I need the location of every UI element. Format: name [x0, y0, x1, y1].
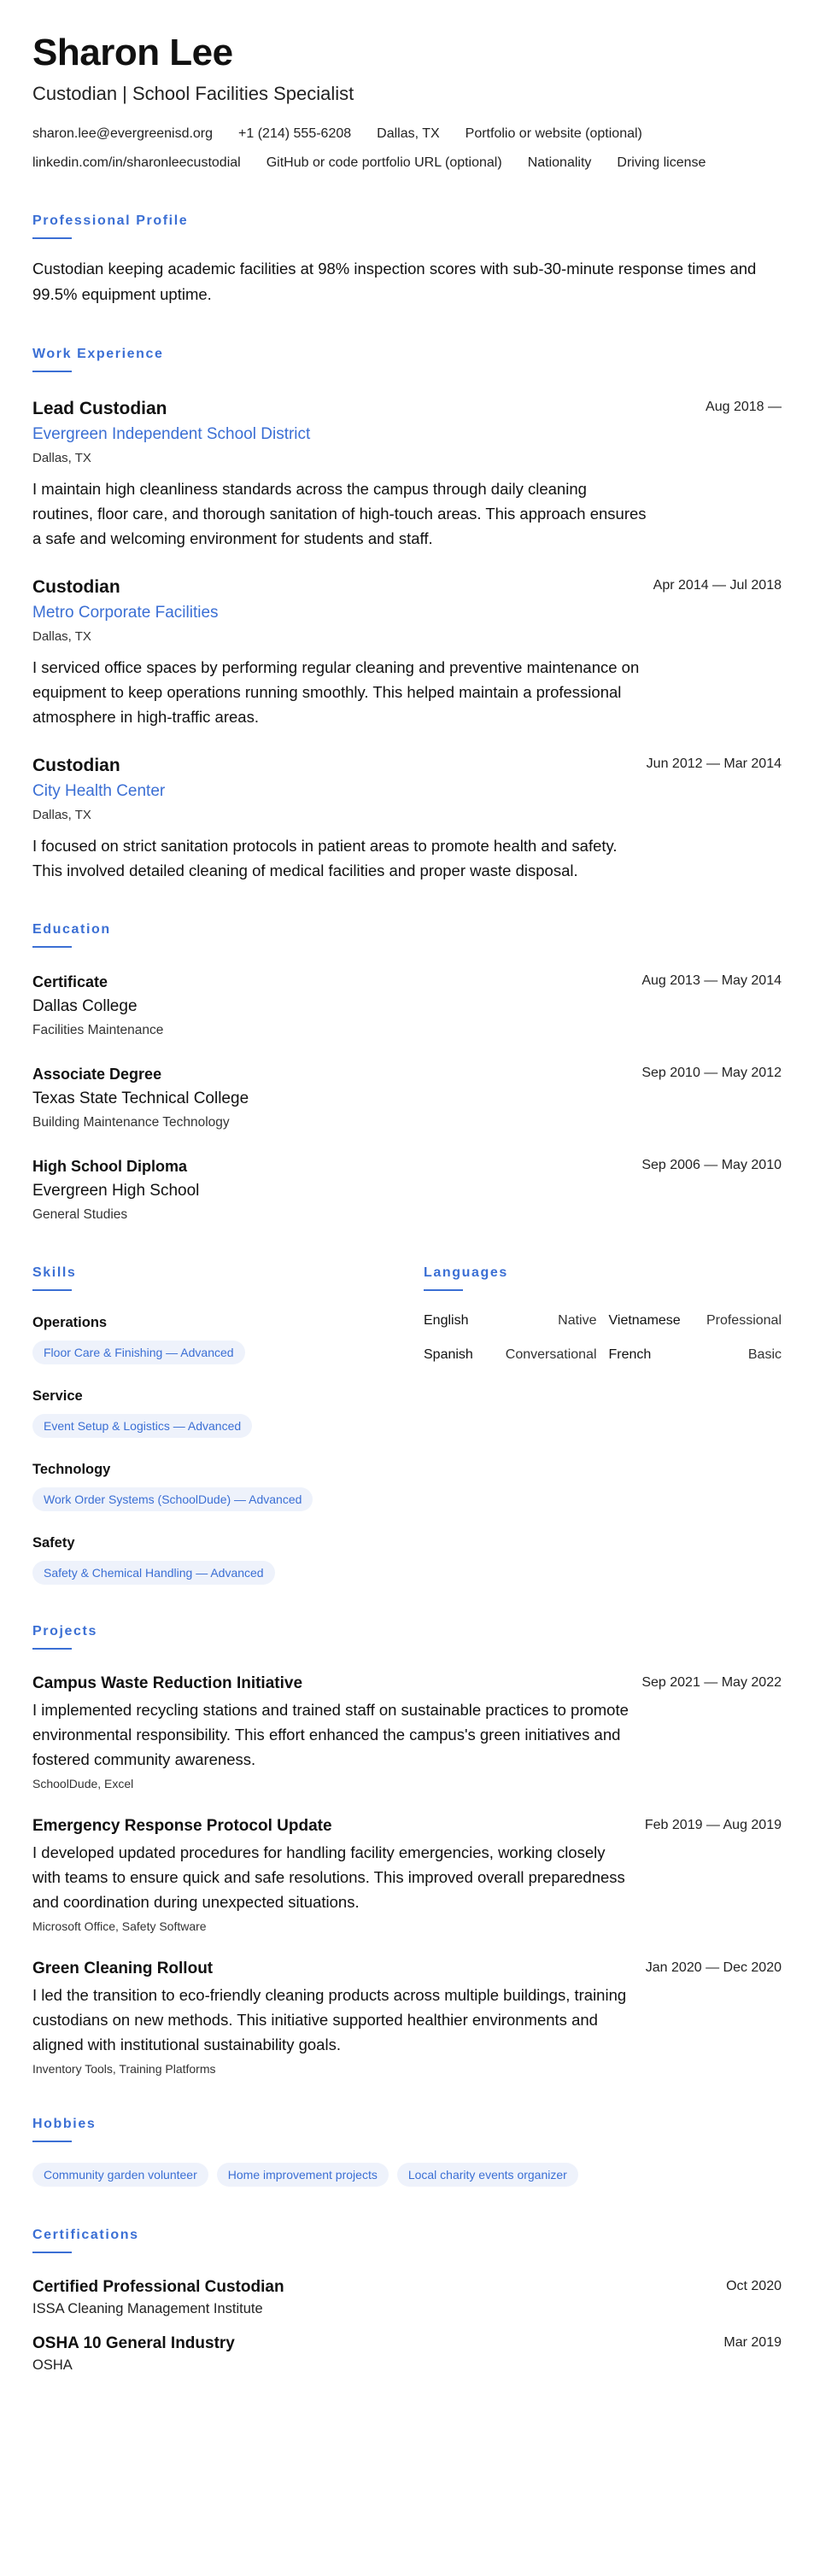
profile-section	[32, 212, 782, 307]
job-dates: Apr 2014 — Jul 2018	[653, 578, 782, 593]
section-title: Hobbies	[32, 2117, 97, 2131]
section-divider	[32, 371, 72, 372]
hobby-chip: Community garden volunteer	[32, 2163, 208, 2187]
project-title: Emergency Response Protocol Update	[32, 1817, 332, 1835]
edu-degree: High School Diploma	[32, 1158, 188, 1175]
certification-entry	[32, 2277, 782, 2318]
skill-group	[32, 1533, 424, 1585]
candidate-headline: Custodian | School Facilities Specialist	[32, 83, 354, 104]
project-description: I led the transition to eco-friendly cleaning products across multiple buildings, training custodians on new methods. This initiative supported healthier environments and aligned with institutional sustainability goals.	[32, 1986, 627, 2053]
edu-field: Building Maintenance Technology	[32, 1115, 230, 1130]
project-dates: Jan 2020 — Dec 2020	[645, 1960, 782, 1975]
certifications-section	[32, 2226, 782, 2374]
language-level: Conversational	[505, 1347, 597, 1362]
contact-driving-license: Driving license	[617, 155, 706, 170]
contact-list	[32, 125, 782, 172]
job-location: Dallas, TX	[32, 808, 91, 822]
contact-email[interactable]: sharon.lee@evergreenisd.org	[32, 126, 214, 141]
contact-github[interactable]: GitHub or code portfolio URL (optional)	[266, 155, 502, 170]
education-entry	[32, 1156, 782, 1224]
section-title: Projects	[32, 1624, 97, 1638]
skill-group	[32, 1387, 424, 1438]
job-company: City Health Center	[32, 782, 166, 800]
edu-school: Evergreen High School	[32, 1182, 200, 1200]
job-dates: Jun 2012 — Mar 2014	[646, 756, 782, 771]
section-divider	[32, 2141, 72, 2142]
skill-group-name: Safety	[32, 1535, 75, 1551]
candidate-name: Sharon Lee	[32, 32, 233, 73]
job-company: Evergreen Independent School District	[32, 425, 311, 443]
job-entry	[32, 398, 782, 551]
edu-dates: Sep 2006 — May 2010	[641, 1158, 782, 1172]
project-description: I implemented recycling stations and trained staff on sustainable practices to promote environmental responsibility. This effort enhanced the campus's green initiatives and fostered community awareness.	[32, 1701, 629, 1768]
profile-text: Custodian keeping academic facilities at 98% inspection scores with sub-30-minute response times and 99.5% equipment uptime.	[32, 260, 757, 303]
job-title: Custodian	[32, 577, 120, 597]
hobbies-section	[32, 2115, 782, 2187]
project-entry	[32, 1959, 782, 2077]
edu-school: Texas State Technical College	[32, 1089, 249, 1107]
contact-linkedin[interactable]: linkedin.com/in/sharonleecustodial	[32, 155, 241, 170]
job-company: Metro Corporate Facilities	[32, 604, 219, 622]
hobby-chip: Local charity events organizer	[397, 2163, 578, 2187]
project-tools: SchoolDude, Excel	[32, 1777, 134, 1790]
section-title: Work Experience	[32, 347, 164, 361]
section-divider	[32, 1289, 72, 1291]
skill-chip: Safety & Chemical Handling — Advanced	[32, 1561, 275, 1585]
languages-section	[424, 1264, 782, 1585]
project-title: Green Cleaning Rollout	[32, 1960, 214, 1977]
job-location: Dallas, TX	[32, 629, 91, 644]
language-name: Vietnamese	[608, 1313, 681, 1328]
language-name: French	[608, 1347, 652, 1362]
section-divider	[32, 2252, 72, 2253]
job-description: I serviced office spaces by performing regular cleaning and preventive maintenance on equipment to keep operations running smoothly. This helped maintain a professional atmosphere in high-traffic areas.	[32, 658, 640, 726]
skill-group-name: Operations	[32, 1315, 108, 1330]
section-title: Languages	[424, 1265, 508, 1280]
edu-dates: Sep 2010 — May 2012	[641, 1066, 782, 1080]
project-tools: Inventory Tools, Training Platforms	[32, 2062, 216, 2076]
skill-chip: Event Setup & Logistics — Advanced	[32, 1414, 252, 1438]
job-dates: Aug 2018 —	[706, 400, 782, 414]
contact-phone[interactable]: +1 (214) 555-6208	[238, 126, 352, 141]
section-divider	[32, 946, 72, 948]
job-title: Lead Custodian	[32, 399, 167, 418]
section-title: Certifications	[32, 2228, 139, 2242]
resume-header	[32, 32, 782, 172]
contact-website[interactable]: Portfolio or website (optional)	[465, 126, 642, 141]
education-section	[32, 920, 782, 1224]
project-entry	[32, 1674, 782, 1792]
skill-group	[32, 1313, 424, 1364]
certification-entry	[32, 2334, 782, 2374]
language-item	[609, 1311, 782, 1330]
language-level: Professional	[706, 1313, 782, 1328]
skill-group	[32, 1460, 424, 1511]
skills-section	[32, 1264, 424, 1585]
section-title: Education	[32, 922, 111, 937]
cert-date: Mar 2019	[723, 2335, 782, 2350]
project-dates: Sep 2021 — May 2022	[641, 1675, 782, 1690]
job-entry	[32, 755, 782, 883]
project-tools: Microsoft Office, Safety Software	[32, 1919, 207, 1933]
edu-school: Dallas College	[32, 997, 138, 1015]
language-level: Native	[558, 1313, 597, 1328]
edu-field: General Studies	[32, 1207, 128, 1222]
skills-languages-row	[32, 1264, 782, 1585]
cert-name: Certified Professional Custodian	[32, 2278, 284, 2296]
hobby-chip: Home improvement projects	[217, 2163, 389, 2187]
job-description: I focused on strict sanitation protocols in patient areas to promote health and safety. This involved detailed cleaning of medical facilities and proper waste disposal.	[32, 837, 618, 879]
project-title: Campus Waste Reduction Initiative	[32, 1674, 303, 1692]
job-title: Custodian	[32, 756, 120, 775]
job-entry	[32, 576, 782, 729]
project-dates: Feb 2019 — Aug 2019	[644, 1818, 782, 1832]
language-name: Spanish	[424, 1347, 473, 1362]
skill-chip: Floor Care & Finishing — Advanced	[32, 1341, 245, 1364]
cert-issuer: OSHA	[32, 2357, 73, 2373]
cert-date: Oct 2020	[726, 2279, 782, 2293]
job-description: I maintain high cleanliness standards across the campus through daily cleaning routines, floor care, and thorough sanitation of high-touch areas. This approach ensures a safe and welcoming environment for students and staff.	[32, 480, 647, 547]
section-divider	[32, 1648, 72, 1650]
language-level: Basic	[747, 1347, 782, 1362]
edu-degree: Certificate	[32, 973, 108, 990]
skill-group-name: Service	[32, 1388, 83, 1404]
experience-section	[32, 345, 782, 883]
education-entry	[32, 972, 782, 1040]
section-divider	[424, 1289, 463, 1291]
projects-section	[32, 1622, 782, 2077]
hobbies-list	[32, 2154, 782, 2187]
project-description: I developed updated procedures for handling facility emergencies, working closely with teams to ensure quick and safe resolutions. This improved overall preparedness and coordination during unexpected situations.	[32, 1843, 625, 1911]
language-name: English	[424, 1313, 469, 1328]
contact-location: Dallas, TX	[377, 126, 440, 141]
project-entry	[32, 1816, 782, 1935]
edu-dates: Aug 2013 — May 2014	[641, 973, 782, 988]
languages-grid	[424, 1311, 782, 1364]
section-title: Skills	[32, 1265, 77, 1280]
section-title: Professional Profile	[32, 213, 189, 228]
edu-degree: Associate Degree	[32, 1066, 162, 1083]
language-item	[424, 1346, 597, 1364]
edu-field: Facilities Maintenance	[32, 1023, 164, 1037]
section-divider	[32, 237, 72, 239]
language-item	[609, 1346, 782, 1364]
cert-issuer: ISSA Cleaning Management Institute	[32, 2301, 263, 2316]
education-entry	[32, 1064, 782, 1132]
language-item	[424, 1311, 597, 1330]
skill-group-name: Technology	[32, 1462, 111, 1477]
skill-chip: Work Order Systems (SchoolDude) — Advanced	[32, 1487, 313, 1511]
cert-name: OSHA 10 General Industry	[32, 2334, 235, 2352]
job-location: Dallas, TX	[32, 451, 91, 465]
contact-nationality: Nationality	[527, 155, 592, 170]
